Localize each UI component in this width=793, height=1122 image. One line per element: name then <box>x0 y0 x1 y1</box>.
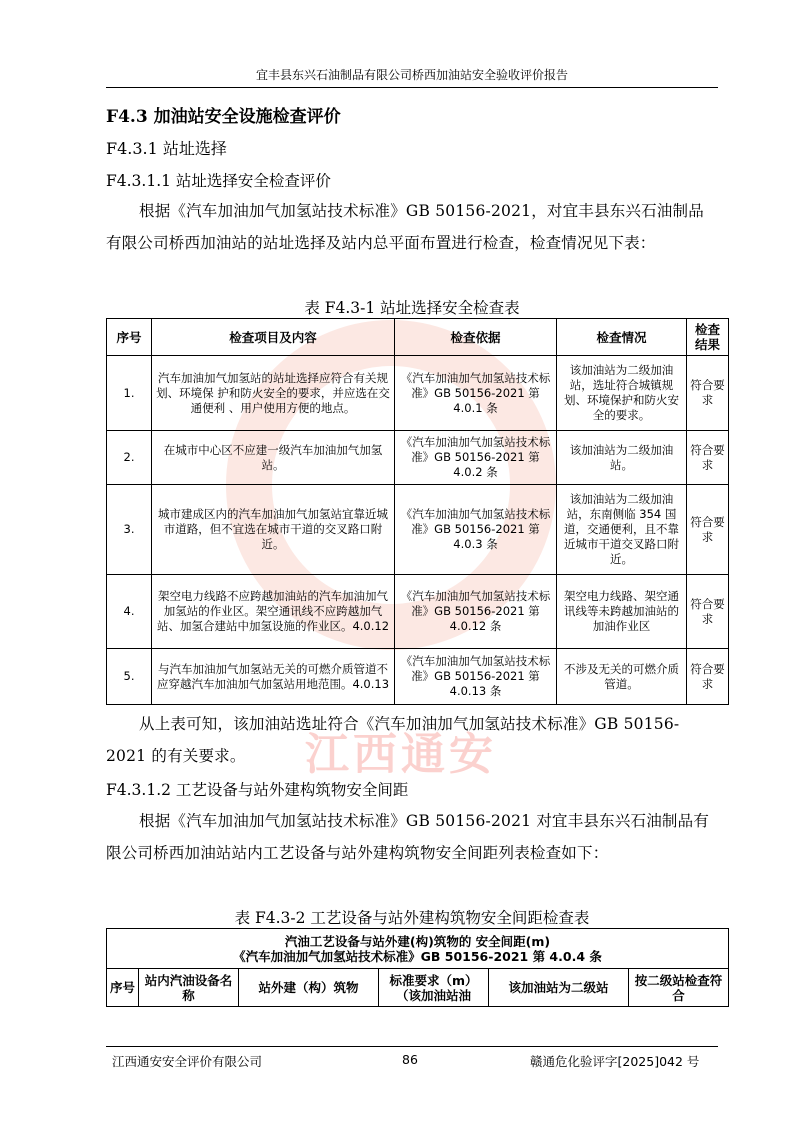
table-header-row <box>107 319 729 356</box>
header-cell: 检查情况 <box>557 319 687 356</box>
page-header: 宜丰县东兴石油制品有限公司桥西加油站安全验收评价报告 <box>255 68 568 82</box>
check-result: 符合要求 <box>687 431 729 485</box>
row-number: 5. <box>107 649 152 705</box>
header-cell: 标准要求（m）（该加油站油 <box>379 969 489 1007</box>
table-row <box>107 485 729 575</box>
footer-report-number: 赣通危化验评字[2025]042 号 <box>530 1054 700 1069</box>
header-cell: 检查项目及内容 <box>152 319 395 356</box>
row-number: 3. <box>107 485 152 575</box>
check-item: 在城市中心区不应建一级汽车加油加气加氢站。 <box>152 431 395 485</box>
check-result: 符合要求 <box>687 356 729 431</box>
header-cell: 检查依据 <box>395 319 557 356</box>
check-result: 符合要求 <box>687 575 729 649</box>
row-number: 2. <box>107 431 152 485</box>
table-row <box>107 575 729 649</box>
header-cell: 站内汽油设备名称 <box>139 969 239 1007</box>
table-title <box>107 929 729 969</box>
check-basis: 《汽车加油加气加氢站技术标准》GB 50156-2021 第 4.0.2 条 <box>395 431 557 485</box>
footer-company: 江西通安安全评价有限公司 <box>112 1054 263 1069</box>
table-title-line-2: 《汽车加油加气加氢站技术标准》GB 50156-2021 第 4.0.4 条 <box>233 948 602 964</box>
check-status: 该加油站为二级加油站，东南侧临 354 国道，交通便利，且不靠近城市干道交叉路口附近。 <box>557 485 687 575</box>
table-row <box>107 649 729 705</box>
check-result: 符合要求 <box>687 485 729 575</box>
row-number: 1. <box>107 356 152 431</box>
check-status: 架空电力线路、架空通讯线等未跨越加油站的加油作业区 <box>557 575 687 649</box>
header-cell: 序号 <box>107 319 152 356</box>
table1-caption: 表 F4.3-1 站址选择安全检查表 <box>304 299 520 317</box>
check-item: 架空电力线路不应跨越加油站的汽车加油加气加氢站的作业区。架空通讯线不应跨越加气站、加氢合建站中加氢设施的作业区。4.0.12 <box>152 575 395 649</box>
check-basis: 《汽车加油加气加氢站技术标准》GB 50156-2021 第 4.0.13 条 <box>395 649 557 705</box>
header-cell: 按二级站检查符合 <box>629 969 729 1007</box>
table-header-row <box>107 969 729 1007</box>
check-status: 不涉及无关的可燃介质管道。 <box>557 649 687 705</box>
check-result: 符合要求 <box>687 649 729 705</box>
sub-subsection-heading-2: F4.3.1.2 工艺设备与站外建构筑物安全间距 <box>106 781 409 799</box>
conclusion-paragraph: 从上表可知，该加油站选址符合《汽车加油加气加氢站技术标准》GB 50156-2021 的有关要求。 <box>106 715 680 765</box>
watermark-text: 江西通安 <box>305 729 497 780</box>
header-cell: 该加油站为二级站 <box>489 969 629 1007</box>
subsection-heading: F4.3.1 站址选择 <box>106 139 227 158</box>
check-status: 该加油站为二级加油站，选址符合城镇规划、环境保护和防火安全的要求。 <box>557 356 687 431</box>
table-title-line-1: 汽油工艺设备与站外建(构)筑物的 安全间距(m) <box>284 933 551 949</box>
table-title-row <box>107 929 729 969</box>
footer-rule <box>106 1046 718 1047</box>
header-cell: 序号 <box>107 969 139 1007</box>
table-row <box>107 356 729 431</box>
row-number: 4. <box>107 575 152 649</box>
check-basis: 《汽车加油加气加氢站技术标准》GB 50156-2021 第 4.0.12 条 <box>395 575 557 649</box>
safety-distance-table <box>106 928 729 1007</box>
check-basis: 《汽车加油加气加氢站技术标准》GB 50156-2021 第 4.0.1 条 <box>395 356 557 431</box>
sub-subsection-heading: F4.3.1.1 站址选择安全检查评价 <box>106 172 331 190</box>
intro-paragraph: 根据《汽车加油加气加氢站技术标准》GB 50156-2021，对宜丰县东兴石油制品有限公司桥西加油站的站址选择及站内总平面布置进行检查，检查情况见下表： <box>106 202 704 252</box>
check-basis: 《汽车加油加气加氢站技术标准》GB 50156-2021 第 4.0.3 条 <box>395 485 557 575</box>
table2-caption: 表 F4.3-2 工艺设备与站外建构筑物安全间距检查表 <box>234 909 590 927</box>
check-status: 该加油站为二级加油站。 <box>557 431 687 485</box>
check-item: 城市建成区内的汽车加油加气加氢站宜靠近城市道路，但不宜选在城市干道的交叉路口附近。 <box>152 485 395 575</box>
check-item: 与汽车加油加气加氢站无关的可燃介质管道不应穿越汽车加油加气加氢站用地范围。4.0.13 <box>152 649 395 705</box>
header-cell: 检查结果 <box>687 319 729 356</box>
site-selection-table <box>106 318 729 705</box>
table-row <box>107 431 729 485</box>
page-number: 86 <box>402 1052 418 1067</box>
header-rule <box>106 87 718 88</box>
spacing-paragraph: 根据《汽车加油加气加氢站技术标准》GB 50156-2021 对宜丰县东兴石油制品有限公司桥西加油站站内工艺设备与站外建构筑物安全间距列表检查如下： <box>106 812 710 862</box>
check-item: 汽车加油加气加氢站的站址选择应符合有关规划、环境保 护和防火安全的要求，并应选在交通便利 、用户使用方便的地点。 <box>152 356 395 431</box>
header-cell: 站外建（构）筑物 <box>239 969 379 1007</box>
section-heading: F4.3 加油站安全设施检查评价 <box>106 107 341 127</box>
